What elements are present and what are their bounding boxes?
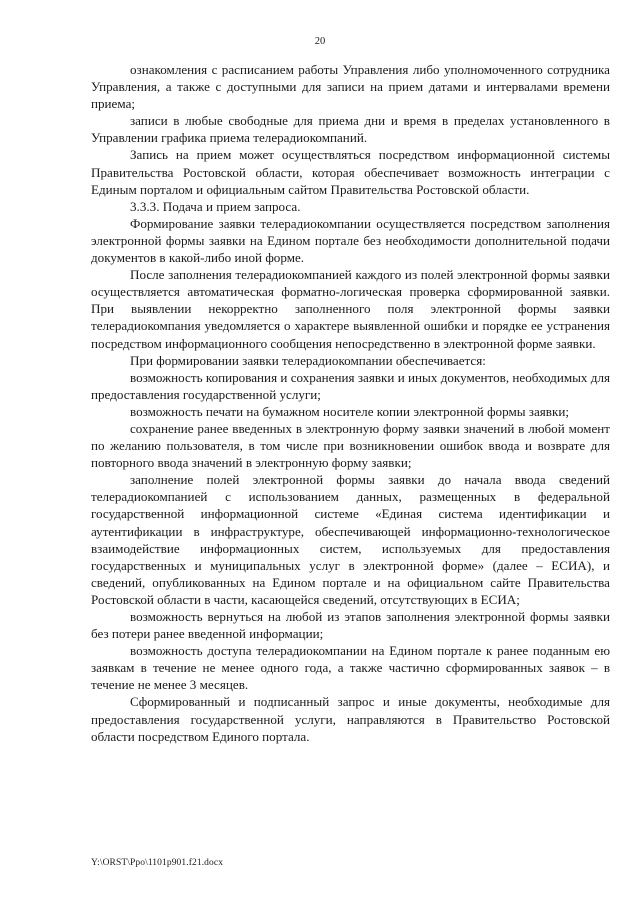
list-item: возможность доступа телерадиокомпании на Едином портале к ранее поданным ею заявкам в течение не менее одного года, а также частично сформированных заявок – в течение не менее 3 месяцев. [91, 643, 610, 693]
paragraph: ознакомления с расписанием работы Управления либо уполномоченного сотрудника Управления, а также с доступными для записи на прием датами и интервалами времени приема; [91, 62, 610, 112]
paragraph: записи в любые свободные для приема дни и время в пределах установленного в Управлении графика приема телерадиокомпаний. [91, 113, 610, 146]
paragraph: После заполнения телерадиокомпанией каждого из полей электронной формы заявки осуществляется автоматическая форматно-логическая проверка сформированной заявки. При выявлении некорректно заполненного поля электронной формы заявки телерадиокомпания уведомляется о характере выявленной ошибки и порядке ее устранения посредством информационного сообщения непосредственно в электронной форме заявки. [91, 267, 610, 351]
section-heading: 3.3.3. Подача и прием запроса. [130, 198, 301, 214]
document-body [91, 61, 610, 745]
page-number: 20 [314, 36, 326, 47]
list-item: возможность вернуться на любой из этапов заполнения электронной формы заявки без потери ранее введенной информации; [91, 609, 610, 642]
list-item: возможность печати на бумажном носителе копии электронной формы заявки; [130, 403, 569, 419]
list-item: сохранение ранее введенных в электронную форму заявки значений в любой момент по желанию пользователя, в том числе при возникновении ошибок ввода и возврате для повторного ввода значений в электронную форму заявки; [91, 420, 610, 471]
paragraph: Формирование заявки телерадиокомпании осуществляется посредством заполнения электронной формы заявки на Едином портале без необходимости дополнительной подачи документов в какой-либо иной форме. [91, 215, 610, 266]
paragraph: При формировании заявки телерадиокомпании обеспечивается: [130, 352, 486, 368]
list-item: заполнение полей электронной формы заявки до начала ввода сведений телерадиокомпанией с использованием данных, размещенных в федеральной государственной информационной системе «Единая система идентификации и аутентификации в инфраструктуре, обеспечивающей информационно-технологическое взаимодействие информационных систем, используемых для предоставления государственных и муниципальных услуг в электронной форме» (далее – ЕСИА), и сведений, опубликованных на Едином портале и на официальном сайте Правительства Ростовской области в части, касающейся сведений, отсутствующих в ЕСИА; [91, 472, 610, 607]
paragraph: Сформированный и подписанный запрос и иные документы, необходимые для предоставления государственной услуги, направляются в Правительство Ростовской области посредством Единого портала. [91, 694, 610, 744]
list-item: возможность копирования и сохранения заявки и иных документов, необходимых для предоставления государственной услуги; [91, 369, 610, 402]
paragraph: Запись на прием может осуществляться посредством информационной системы Правительства Ростовской области, которая обеспечивает возможность интеграции с Единым порталом и официальным сайтом Правительства Ростовской области. [91, 147, 610, 197]
footer-file-path: Y:\ORST\Ppo\1101p901.f21.docx [91, 858, 224, 868]
